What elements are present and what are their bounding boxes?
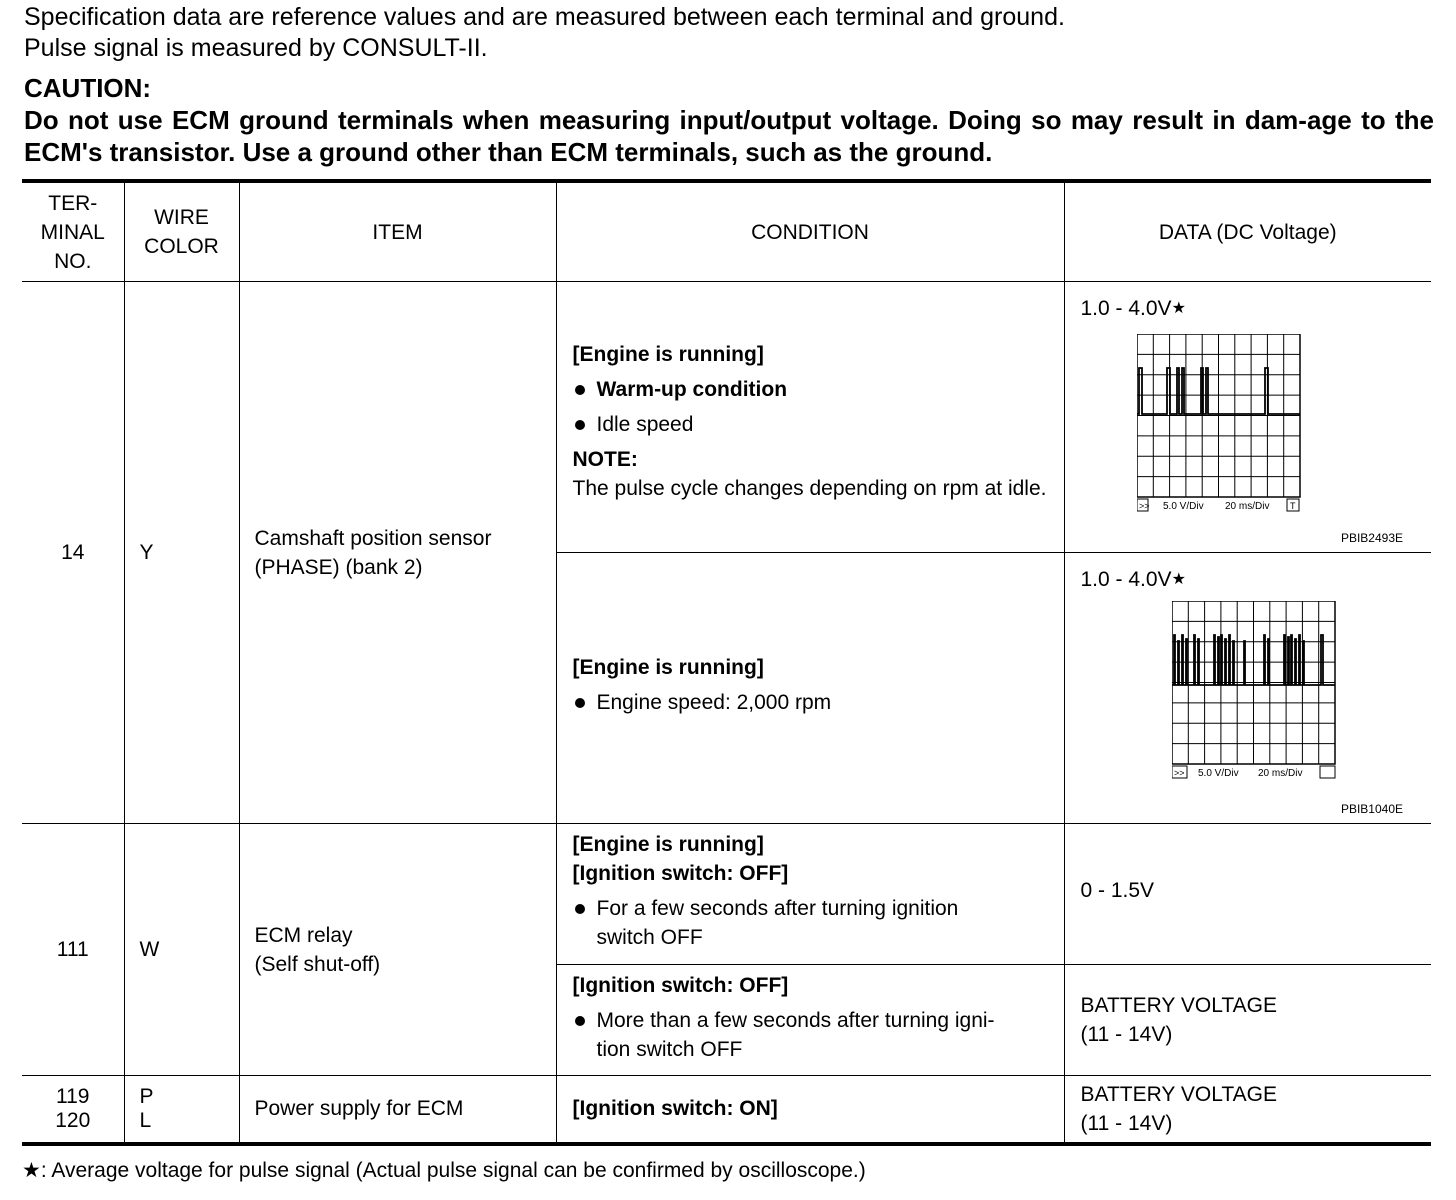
caution-block	[24, 72, 1434, 168]
data-14-idle	[1064, 282, 1431, 553]
bullet-item: More than a few seconds after turning igni- tion switch OFF	[573, 1006, 1050, 1064]
caution-heading: CAUTION:	[24, 73, 152, 103]
table-row	[22, 282, 1431, 553]
voltage-value: 1.0 - 4.0V★	[1080, 297, 1186, 320]
intro-text	[24, 2, 1065, 64]
figure-code: PBIB2493E	[1340, 531, 1403, 545]
voltage-value: 1.0 - 4.0V★	[1080, 568, 1186, 591]
item-111: ECM relay (Self shut-off)	[239, 824, 556, 1076]
bullet-icon	[575, 904, 585, 914]
condition-119-120: [Ignition switch: ON]	[556, 1076, 1064, 1144]
table-row	[22, 824, 1431, 965]
svg-text:5.0 V/Div: 5.0 V/Div	[1162, 501, 1204, 512]
data-14-2000rpm	[1064, 553, 1431, 824]
star-icon: ★	[22, 1159, 41, 1182]
table-row	[22, 1076, 1431, 1144]
terminal-111: 111	[22, 824, 124, 1076]
condition-111-off: [Ignition switch: OFF] More than a few seconds after turning igni- tion switch OFF	[556, 965, 1064, 1076]
svg-text:20 ms/Div: 20 ms/Div	[1257, 768, 1302, 779]
header-item: ITEM	[239, 181, 556, 282]
footnote	[22, 1158, 866, 1183]
terminal-119-120: 119 120	[22, 1076, 124, 1144]
condition-111-running: [Engine is running] [Ignition switch: OFF] For a few seconds after turning ignition switch OFF	[556, 824, 1064, 965]
wire-color-111: W	[124, 824, 239, 1076]
svg-text:5.0 V/Div: 5.0 V/Div	[1197, 768, 1239, 779]
data-111-off: BATTERY VOLTAGE (11 - 14V)	[1064, 965, 1431, 1076]
svg-text:T: T	[1289, 501, 1295, 511]
star-icon: ★	[1171, 300, 1186, 317]
oscilloscope-waveform-idle	[1137, 334, 1305, 516]
star-icon: ★	[1171, 571, 1186, 588]
item-119-120: Power supply for ECM	[239, 1076, 556, 1144]
caution-text: Do not use ECM ground terminals when measuring input/output voltage. Doing so may result in dam-age to the ECM's transistor. Use a ground other than ECM terminals, such as the ground.	[24, 105, 1434, 167]
svg-text:>>: >>	[1138, 501, 1150, 511]
footnote-text: : Average voltage for pulse signal (Actual pulse signal can be confirmed by oscilloscope.)	[40, 1159, 866, 1182]
condition-14-idle: [Engine is running] Warm-up condition Idle speed NOTE: The pulse cycle changes depending on rpm at idle.	[556, 282, 1064, 553]
intro-line-2: Pulse signal is measured by CONSULT-II.	[24, 34, 488, 62]
terminal-14: 14	[22, 282, 124, 824]
svg-text:20 ms/Div: 20 ms/Div	[1224, 501, 1269, 512]
header-data: DATA (DC Voltage)	[1064, 181, 1431, 282]
header-terminal-no: TER- MINAL NO.	[22, 181, 124, 282]
intro-line-1: Specification data are reference values and are measured between each terminal and ground.	[24, 3, 1065, 31]
bullet-icon	[575, 698, 585, 708]
svg-text:>>: >>	[1173, 768, 1185, 778]
wire-color-119-120: P L	[124, 1076, 239, 1144]
ecm-terminal-table	[22, 179, 1431, 1146]
bullet-item: Idle speed	[573, 410, 1050, 439]
header-condition: CONDITION	[556, 181, 1064, 282]
bullet-item: Engine speed: 2,000 rpm	[573, 688, 1050, 717]
wire-color-14: Y	[124, 282, 239, 824]
bullet-icon	[575, 385, 585, 395]
data-119-120: BATTERY VOLTAGE (11 - 14V)	[1064, 1076, 1431, 1144]
oscilloscope-waveform-2000rpm	[1172, 601, 1340, 783]
table-header-row	[22, 181, 1431, 282]
bullet-item: For a few seconds after turning ignition switch OFF	[573, 894, 1050, 952]
bullet-icon	[575, 420, 585, 430]
figure-code: PBIB1040E	[1340, 802, 1403, 816]
condition-14-2000rpm: [Engine is running] Engine speed: 2,000 rpm	[556, 553, 1064, 824]
bullet-item: Warm-up condition	[573, 375, 1050, 404]
header-wire-color: WIRE COLOR	[124, 181, 239, 282]
data-111-running: 0 - 1.5V	[1064, 824, 1431, 965]
bullet-icon	[575, 1016, 585, 1026]
item-14: Camshaft position sensor (PHASE) (bank 2)	[239, 282, 556, 824]
